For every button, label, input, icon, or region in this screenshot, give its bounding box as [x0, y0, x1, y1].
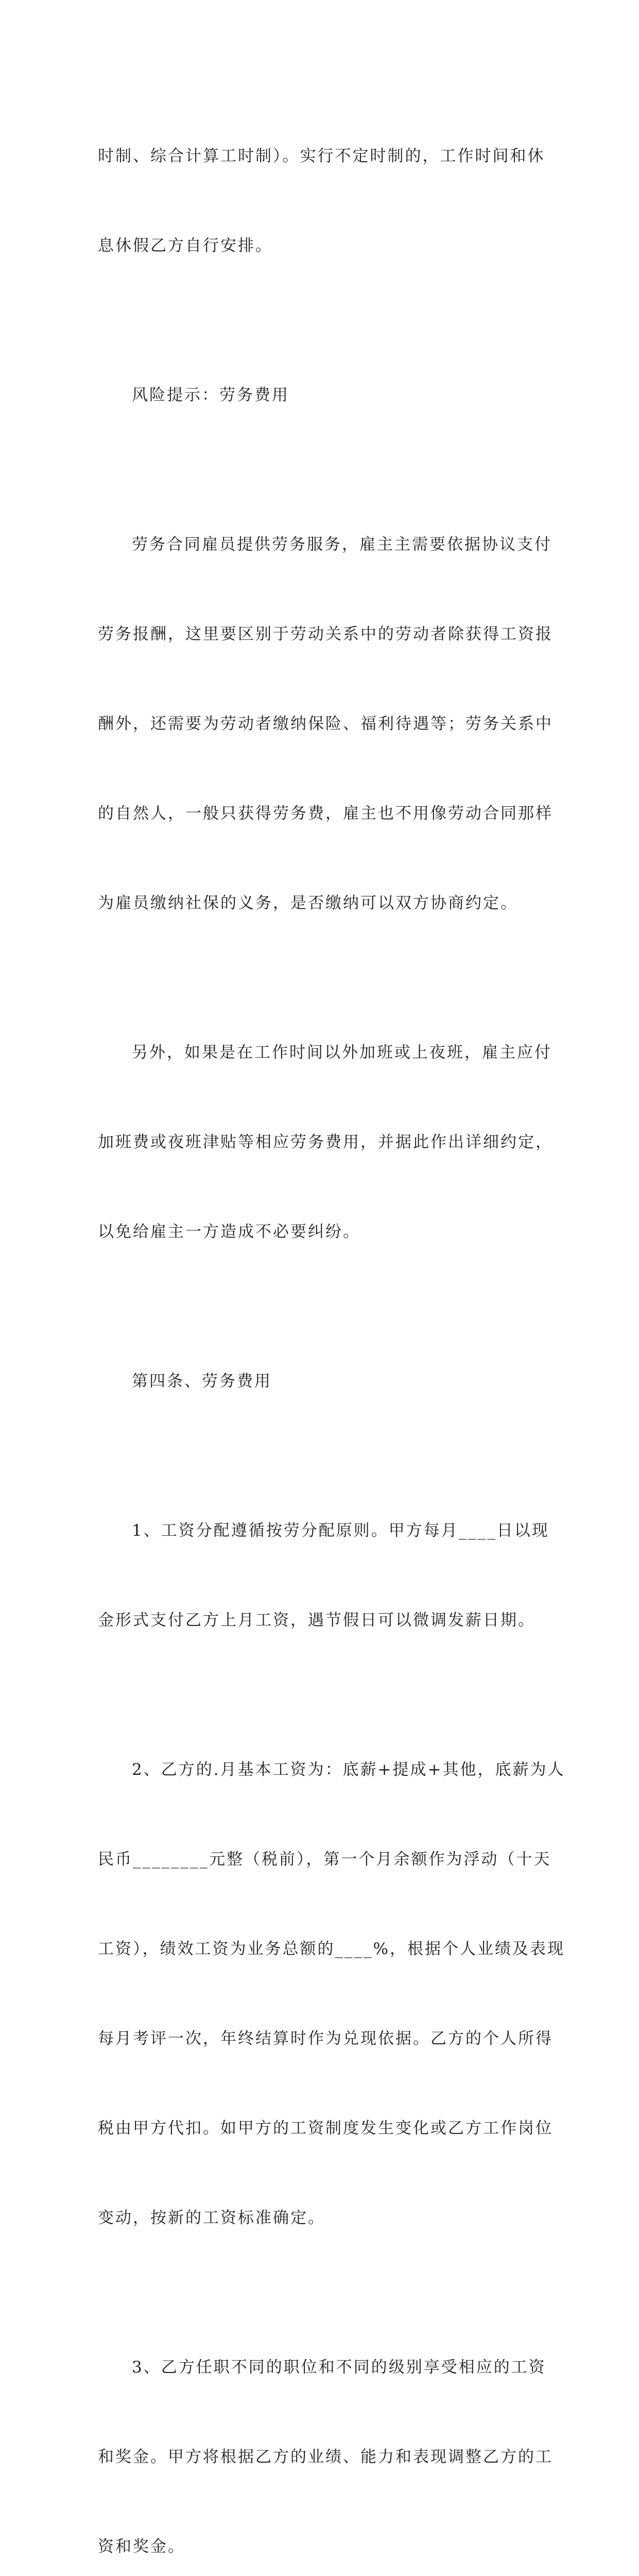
text-line: 的自然人，一般只获得劳务费，雇主也不用像劳动合同那样 — [98, 804, 553, 823]
heading-risk-tip — [98, 320, 546, 470]
paragraph-work-hours — [98, 81, 546, 320]
text-line: 1、工资分配遵循按劳分配原则。甲方每月____日以现 — [132, 1521, 549, 1540]
text-line: 劳务合同雇员提供劳务服务，雇主主需要依据协议支付 — [132, 535, 552, 554]
text-line: 为雇员缴纳社保的义务，是否缴纳可以双方协商约定。 — [98, 894, 518, 912]
paragraph-labor-service — [98, 470, 553, 978]
text-line: 工资），绩效工资为业务总额的____%，根据个人业绩及表现 — [98, 1940, 565, 1958]
text-line: 劳务报酬，这里要区别于劳动关系中的劳动者除获得工资报 — [98, 625, 553, 643]
clause-2 — [98, 1695, 565, 2293]
text-line: 加班费或夜班津贴等相应劳务费用，并据此作出详细约定， — [98, 1133, 553, 1151]
text-line: 风险提示：劳务费用 — [132, 386, 289, 404]
heading-article-four — [98, 1307, 546, 1456]
text-line: 变动，按新的工资标准确定。 — [98, 2209, 325, 2227]
document-body — [98, 81, 565, 2576]
text-line: 息休假乙方自行安排。 — [98, 236, 273, 255]
text-line: 每月考评一次，年终结算时作为兑现依据。乙方的个人所得 — [98, 2029, 553, 2048]
text-line: 第四条、劳务费用 — [132, 1372, 272, 1391]
text-line: 酬外，还需要为劳动者缴纳保险、福利待遇等；劳务关系中 — [98, 715, 553, 733]
clause-3 — [98, 2293, 553, 2576]
text-line: 资和奖金。 — [98, 2537, 185, 2556]
text-line: 金形式支付乙方上月工资，遇节假日可以微调发薪日期。 — [98, 1611, 536, 1630]
text-line: 以免给雇主一方造成不必要纠纷。 — [98, 1223, 360, 1241]
text-line: 时制、综合计算工时制）。实行不定时制的，工作时间和休 — [98, 147, 545, 165]
text-line: 2、乙方的.月基本工资为：底薪+提成+其他，底薪为人 — [132, 1760, 565, 1779]
text-line: 另外，如果是在工作时间以外加班或上夜班，雇主应付 — [132, 1043, 552, 1062]
paragraph-overtime — [98, 978, 553, 1307]
text-line: 3、乙方任职不同的职位和不同的级别享受相应的工资 — [132, 2358, 546, 2377]
text-line: 税由甲方代扣。如甲方的工资制度发生变化或乙方工作岗位 — [98, 2119, 553, 2138]
text-line: 民币________元整（税前），第一个月余额作为浮动（十天 — [98, 1850, 551, 1869]
text-line: 和奖金。甲方将根据乙方的业绩、能力和表现调整乙方的工 — [98, 2448, 553, 2466]
clause-1 — [98, 1456, 549, 1695]
